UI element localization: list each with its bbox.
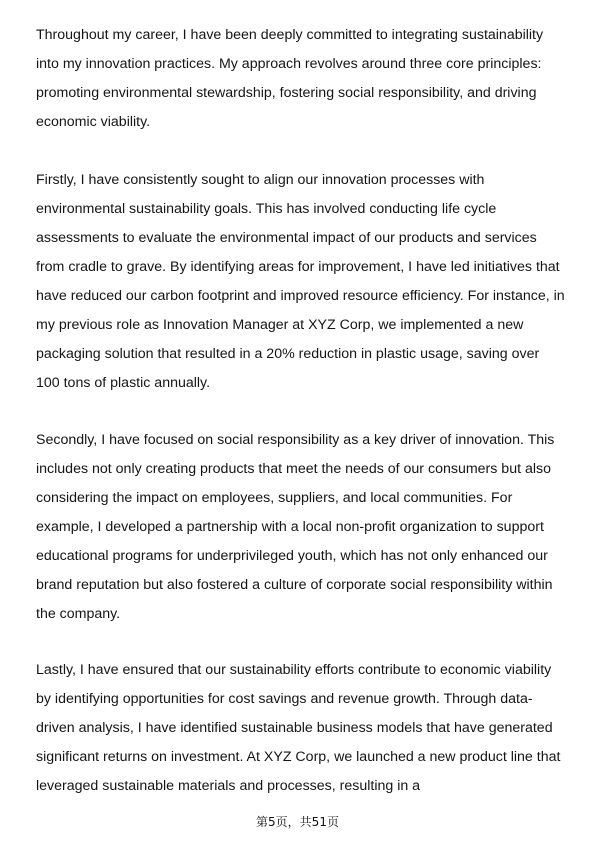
- paragraph-career-commitment: Throughout my career, I have been deeply committed to integrating sustainability into my innovation practices. My approach revolves around three core principles: promoting environmental stewardship, fostering social responsibility, and driving economic viability.: [36, 27, 544, 130]
- paragraph-economic-viability: Lastly, I have ensured that our sustainability efforts contribute to economic viability by identifying opportunities for cost savings and revenue growth. Through data-driven analysis, I have identified sustainable business models that have generated significant returns on investment. At XYZ Corp, we launched a new product line that leveraged sustainable materials and processes, resulting in a: [36, 662, 561, 794]
- paragraph-environmental-goals: Firstly, I have consistently sought to align our innovation processes with environmental sustainability goals. This has involved conducting life cycle assessments to evaluate the environmental impact of our products and services from cradle to grave. By identifying areas for improvement, I have led initiatives that have reduced our carbon footprint and improved resource efficiency. For instance, in my previous role as Innovation Manager at XYZ Corp, we implemented a new packaging solution that resulted in a 20% reduction in plastic usage, saving over 100 tons of plastic annually.: [36, 172, 565, 391]
- page-number-footer: 第5页，共51页: [256, 815, 339, 829]
- paragraph-social-responsibility: Secondly, I have focused on social responsibility as a key driver of innovation. This includes not only creating products that meet the needs of our consumers but also considering the impact on employees, suppliers, and local communities. For example, I developed a partnership with a local non-profit organization to support educational programs for underprivileged youth, which has not only enhanced our brand reputation but also fostered a culture of corporate social responsibility within the company.: [36, 432, 555, 622]
